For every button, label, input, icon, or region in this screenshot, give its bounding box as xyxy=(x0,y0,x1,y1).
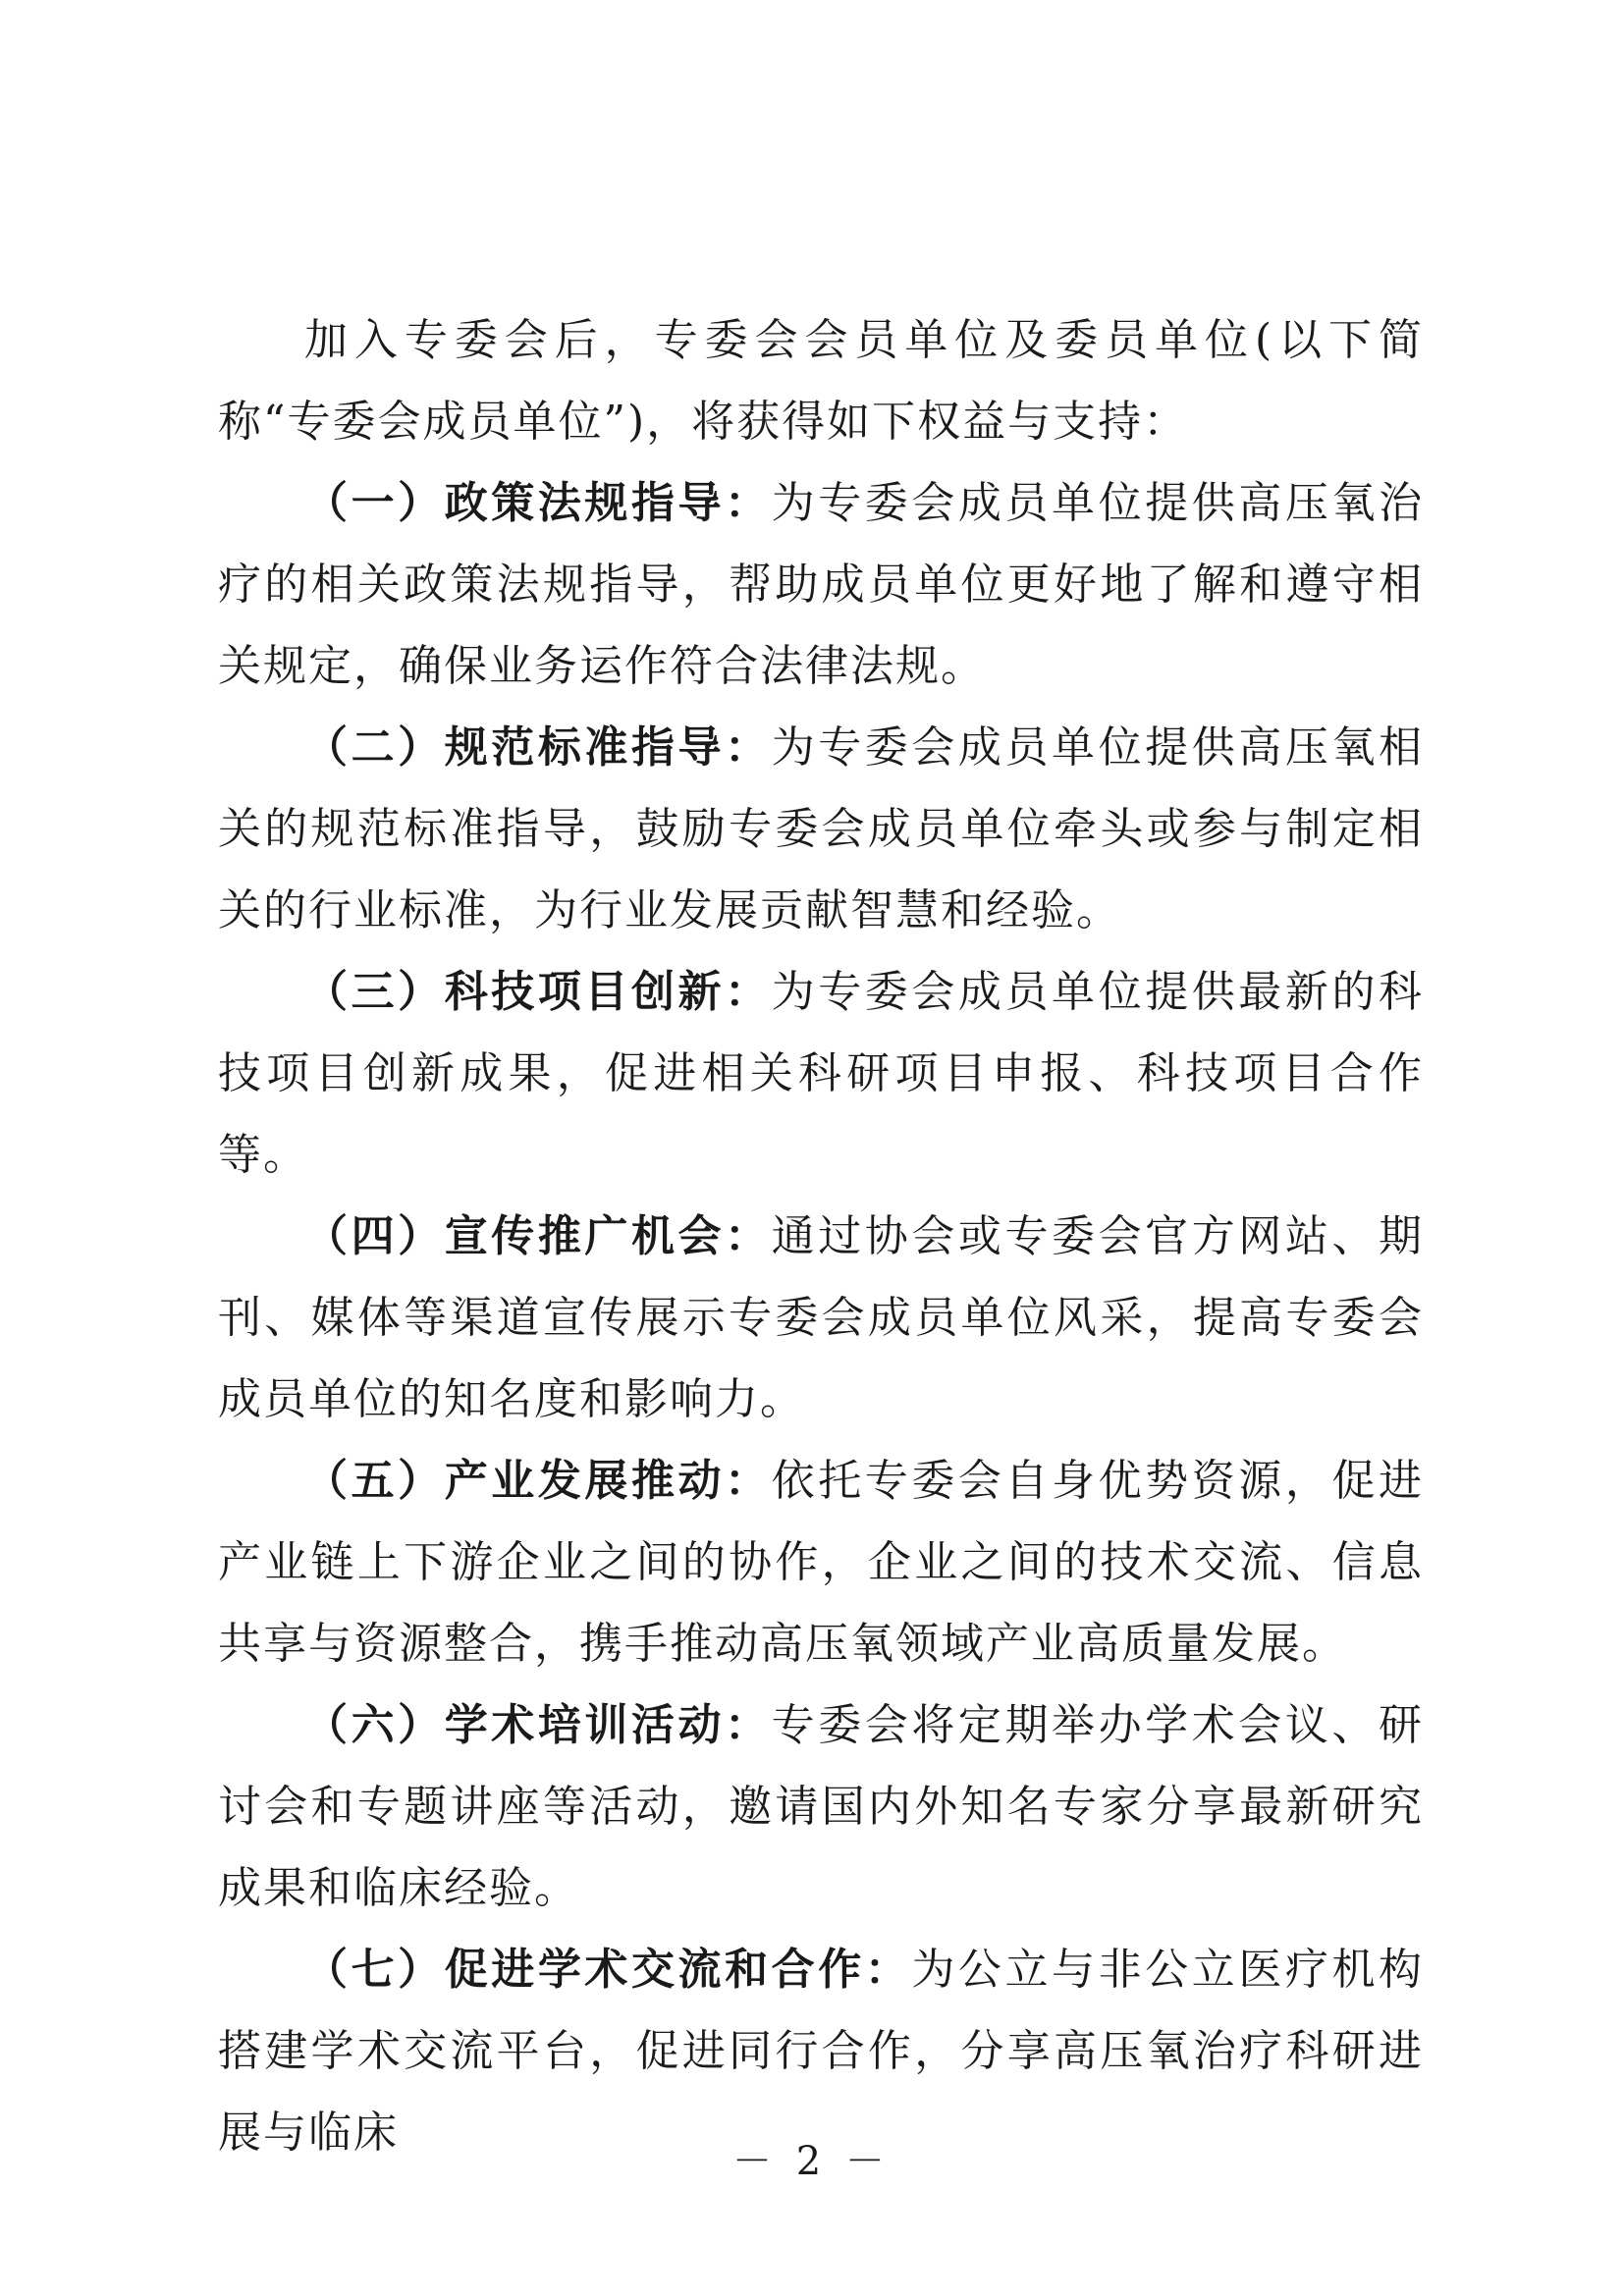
benefit-heading: （一）政策法规指导： xyxy=(304,478,772,528)
benefit-item-3 xyxy=(218,951,1424,1196)
benefit-item-1 xyxy=(218,462,1424,707)
benefit-item-4 xyxy=(218,1196,1424,1440)
benefit-heading: （三）科技项目创新： xyxy=(304,967,772,1017)
benefit-body: 为专委会成员单位提供高压氧治疗的相关政策法规指导，帮助成员单位更好地了解和遵守相关规定，确保业务运作符合法律法规。 xyxy=(218,478,1425,691)
page-number: － 2 － xyxy=(732,2139,891,2184)
benefit-heading: （二）规范标准指导： xyxy=(304,722,772,773)
benefit-body: 通过协会或专委会官方网站、期刊、媒体等渠道宣传展示专委会成员单位风采，提高专委会成员单位的知名度和影响力。 xyxy=(218,1211,1425,1424)
benefit-body: 专委会将定期举办学术会议、研讨会和专题讲座等活动，邀请国内外知名专家分享最新研究成果和临床经验。 xyxy=(218,1700,1425,1913)
benefit-body: 为专委会成员单位提供最新的科技项目创新成果，促进相关科研项目申报、科技项目合作等。 xyxy=(218,967,1425,1180)
document-body xyxy=(218,299,1424,2173)
benefit-body: 为公立与非公立医疗机构搭建学术交流平台，促进同行合作，分享高压氧治疗科研进展与临床 xyxy=(218,1945,1425,2158)
benefit-heading: （四）宣传推广机会： xyxy=(304,1211,772,1261)
benefit-body: 依托专委会自身优势资源，促进产业链上下游企业之间的协作，企业之间的技术交流、信息共享与资源整合，携手推动高压氧领域产业高质量发展。 xyxy=(218,1456,1425,1669)
benefit-item-6 xyxy=(218,1684,1424,1929)
intro-paragraph: 加入专委会后，专委会会员单位及委员单位(以下简称“专委会成员单位”)，将获得如下权益与支持： xyxy=(218,315,1424,447)
benefit-item-2 xyxy=(218,707,1424,951)
benefit-heading: （六）学术培训活动： xyxy=(304,1700,772,1750)
benefit-item-5 xyxy=(218,1440,1424,1684)
benefit-heading: （五）产业发展推动： xyxy=(304,1456,772,1506)
benefit-body: 为专委会成员单位提供高压氧相关的规范标准指导，鼓励专委会成员单位牵头或参与制定相关的行业标准，为行业发展贡献智慧和经验。 xyxy=(218,722,1425,935)
benefit-heading: （七）促进学术交流和合作： xyxy=(304,1945,912,1995)
